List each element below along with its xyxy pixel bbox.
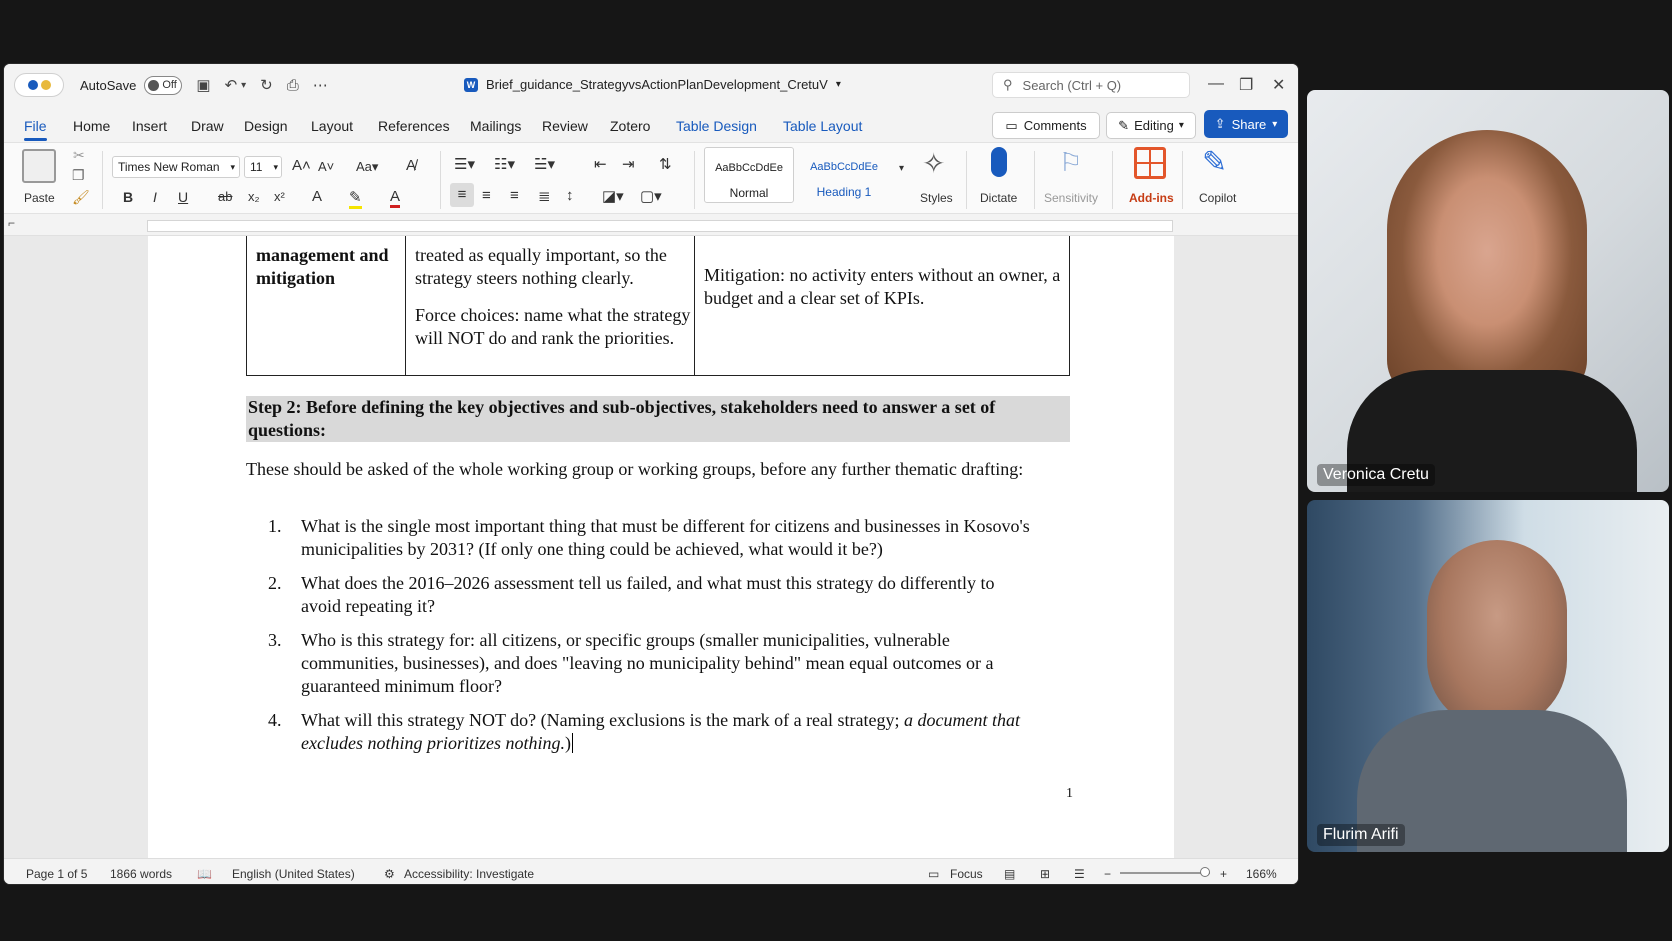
accessibility-icon: ⚙ <box>384 867 395 881</box>
participant-name: Veronica Cretu <box>1317 464 1435 486</box>
word-doc-icon: W <box>464 78 478 92</box>
list-item-text-italic: a document that excludes nothing prioritizes nothing. <box>301 710 1021 753</box>
list-number: 2. <box>268 573 282 593</box>
sensitivity-label[interactable]: Sensitivity <box>1044 191 1099 205</box>
multilevel-list-icon[interactable]: ☱▾ <box>534 156 555 173</box>
ribbon-divider <box>102 151 103 209</box>
shrink-font-icon[interactable]: A˅ <box>318 159 335 174</box>
sensitivity-icon[interactable]: ⚐ <box>1059 147 1083 177</box>
chevron-down-icon: ▾ <box>273 161 278 172</box>
search-placeholder: Search (Ctrl + Q) <box>1022 77 1122 93</box>
style-heading-preview: AaBbCcDdEe <box>810 161 878 173</box>
title-bar <box>4 64 1298 108</box>
ribbon-divider <box>1182 151 1183 209</box>
document-canvas[interactable] <box>4 236 1298 858</box>
list-item[interactable] <box>268 709 1038 755</box>
style-heading-label: Heading 1 <box>816 185 872 199</box>
list-item[interactable] <box>268 515 1038 561</box>
redo-icon[interactable]: ↻ <box>260 77 273 94</box>
style-heading-1[interactable] <box>796 147 892 203</box>
list-item[interactable] <box>268 629 1038 698</box>
intro-paragraph[interactable]: These should be asked of the whole working group or working groups, before any further thematic drafting: <box>246 459 1024 479</box>
tab-references[interactable]: References <box>378 118 450 134</box>
table-cell-paragraph: treated as equally important, so the strategy steers nothing clearly. <box>415 245 667 288</box>
borders-icon[interactable]: ▢▾ <box>640 188 662 205</box>
close-icon[interactable]: ✕ <box>1272 77 1286 94</box>
account-icon-secondary <box>41 80 51 90</box>
grow-font-icon[interactable]: A˄ <box>292 157 311 174</box>
tab-table-layout[interactable]: Table Layout <box>783 118 863 134</box>
search-icon: ⚲ <box>1003 77 1013 92</box>
justify-icon[interactable]: ≣ <box>538 188 551 205</box>
copilot-label[interactable]: Copilot <box>1199 191 1237 205</box>
print-icon[interactable]: ⎙ <box>286 76 299 94</box>
underline-icon[interactable]: U <box>178 189 189 205</box>
participant-video[interactable] <box>1307 90 1669 492</box>
toggle-knob <box>148 80 159 91</box>
page-number: 1 <box>1066 786 1073 801</box>
document-title[interactable] <box>464 77 841 92</box>
ribbon-home <box>4 142 1298 214</box>
search-box[interactable] <box>992 72 1190 98</box>
zoom-slider-thumb[interactable] <box>1200 867 1210 877</box>
copy-icon[interactable]: ❐ <box>72 167 85 183</box>
style-normal-preview: AaBbCcDdEe <box>715 162 783 174</box>
language-status[interactable]: English (United States) <box>232 867 355 881</box>
participant-video[interactable] <box>1307 500 1669 852</box>
paste-icon[interactable] <box>22 149 56 183</box>
styles-label[interactable]: Styles <box>920 191 953 205</box>
share-icon: ⇪ <box>1214 116 1226 131</box>
text-cursor <box>572 733 573 753</box>
ribbon-divider <box>1034 151 1035 209</box>
align-left-icon[interactable]: ≡ <box>450 183 474 207</box>
chevron-down-icon: ▾ <box>835 79 841 90</box>
font-size-select[interactable] <box>244 156 282 178</box>
tab-table-design[interactable]: Table Design <box>676 118 757 134</box>
line-spacing-icon[interactable]: ↕ <box>566 187 574 204</box>
account-switcher[interactable] <box>14 73 64 97</box>
accessibility-status[interactable]: Accessibility: Investigate <box>404 867 535 881</box>
tab-review[interactable]: Review <box>542 118 588 134</box>
highlight-icon[interactable]: ✎ <box>349 188 362 209</box>
font-name-value: Times New Roman <box>118 160 220 174</box>
strikethrough-icon[interactable]: ab <box>218 189 233 204</box>
style-normal[interactable] <box>704 147 794 203</box>
word-count[interactable]: 1866 words <box>110 867 173 881</box>
bullets-icon[interactable]: ☰▾ <box>454 156 475 173</box>
paste-label[interactable]: Paste <box>24 191 55 205</box>
table-cell[interactable]: Mitigation: no activity enters without an owner, a budget and a clear set of KPIs. <box>704 265 1061 308</box>
italic-icon[interactable]: I <box>153 189 157 205</box>
list-item-text-regular: What will this strategy NOT do? (Naming exclusions is the mark of a real strategy; <box>301 710 905 730</box>
chevron-down-icon: ▾ <box>1178 120 1184 131</box>
autosave-toggle[interactable] <box>144 76 182 95</box>
word-window <box>3 63 1299 885</box>
subscript-icon[interactable]: x₂ <box>248 189 260 204</box>
align-center-icon[interactable]: ≡ <box>482 187 491 204</box>
shading-icon[interactable]: ◪▾ <box>602 188 624 205</box>
list-number: 3. <box>268 630 282 650</box>
autosave-state: Off <box>162 79 177 91</box>
zoom-out-icon[interactable]: − <box>1104 867 1112 881</box>
table-cell[interactable] <box>406 236 695 375</box>
web-layout-icon[interactable]: ⊞ <box>1040 867 1051 881</box>
page-count[interactable]: Page 1 of 5 <box>26 867 88 881</box>
change-case-icon[interactable]: Aa▾ <box>356 159 379 174</box>
print-layout-icon[interactable]: ▤ <box>1004 867 1016 881</box>
styles-gallery-more-icon[interactable]: ▾ <box>899 163 905 174</box>
ribbon-divider <box>966 151 967 209</box>
participant-figure <box>1427 540 1567 730</box>
share-label: Share <box>1231 116 1267 132</box>
horizontal-ruler[interactable] <box>4 214 1298 236</box>
ribbon-divider <box>1112 151 1113 209</box>
comments-label: Comments <box>1023 118 1087 133</box>
sort-icon[interactable]: ⇅ <box>659 156 672 173</box>
undo-dropdown-icon[interactable]: ▾ <box>241 79 247 91</box>
superscript-icon[interactable]: x² <box>274 189 285 204</box>
microphone-icon[interactable] <box>991 147 1007 177</box>
list-item-text-tail: ) <box>564 733 571 753</box>
pencil-icon: ✎ <box>1118 117 1130 133</box>
document-page[interactable] <box>148 236 1174 858</box>
list-item-text <box>301 709 1038 755</box>
tab-mailings[interactable]: Mailings <box>470 118 522 134</box>
bold-icon[interactable]: B <box>123 189 134 205</box>
focus-icon: ▭ <box>928 867 940 881</box>
ribbon-divider <box>440 151 441 209</box>
clear-formatting-icon[interactable]: A̸ <box>406 157 417 174</box>
list-item[interactable] <box>268 572 1038 618</box>
status-bar <box>4 858 1298 885</box>
zoom-in-icon[interactable]: + <box>1220 867 1228 881</box>
table-cell[interactable]: management and mitigation <box>247 236 406 375</box>
align-right-icon[interactable]: ≡ <box>510 187 519 204</box>
participant-name: Flurim Arifi <box>1317 824 1405 846</box>
participant-figure <box>1387 130 1587 400</box>
editing-label: Editing <box>1134 118 1174 133</box>
tab-home[interactable]: Home <box>73 118 111 134</box>
tab-design[interactable]: Design <box>244 118 288 134</box>
more-icon[interactable]: ⋯ <box>312 77 328 94</box>
document-table[interactable] <box>246 236 1070 376</box>
zoom-slider[interactable] <box>1120 872 1210 874</box>
font-name-select[interactable] <box>112 156 240 178</box>
list-number: 1. <box>268 516 282 536</box>
tab-draw[interactable]: Draw <box>191 118 224 134</box>
list-item-text: What is the single most important thing that must be different for citizens and businesses in Kosovo's municipalities by 2031? (If only one thing could be achieved, what would it be?) <box>301 516 1030 559</box>
cut-icon[interactable]: ✂ <box>73 147 85 163</box>
text-effects-icon[interactable]: A <box>312 188 323 205</box>
styles-pane-icon[interactable]: ✧ <box>922 148 946 179</box>
comments-button[interactable] <box>992 112 1100 139</box>
dictate-label[interactable]: Dictate <box>980 191 1018 205</box>
zoom-level[interactable]: 166% <box>1246 867 1277 881</box>
share-button[interactable] <box>1204 110 1288 138</box>
tab-file[interactable]: File <box>24 118 47 134</box>
table-cell-paragraph: Force choices: name what the strategy will NOT do and rank the priorities. <box>415 305 691 348</box>
proofing-icon[interactable]: 📖 <box>197 867 212 881</box>
undo-icon[interactable]: ↶ <box>224 77 238 94</box>
chevron-down-icon: ▾ <box>230 161 235 172</box>
read-mode-icon[interactable]: ☰ <box>1074 867 1085 881</box>
font-size-value: 11 <box>250 160 263 174</box>
ribbon-divider <box>694 151 695 209</box>
step-heading[interactable]: Step 2: Before defining the key objectives and sub-objectives, stakeholders need to answer a set of questions: <box>246 396 1070 442</box>
decrease-indent-icon[interactable]: ⇤ <box>594 156 607 173</box>
tab-layout[interactable]: Layout <box>311 118 354 134</box>
format-painter-icon[interactable]: 🖌 <box>72 189 90 205</box>
save-icon[interactable]: ▣ <box>196 77 211 94</box>
add-ins-icon[interactable] <box>1134 147 1166 179</box>
add-ins-label[interactable]: Add-ins <box>1129 191 1174 205</box>
comment-icon: ▭ <box>1005 117 1018 133</box>
document-title-text: Brief_guidance_StrategyvsActionPlanDevelopment_CretuV <box>486 77 828 92</box>
numbering-icon[interactable]: ☷▾ <box>494 156 515 173</box>
copilot-icon[interactable]: ✎ <box>1202 146 1228 179</box>
list-number: 4. <box>268 710 282 730</box>
chevron-down-icon: ▾ <box>1272 118 1278 130</box>
minimize-icon[interactable]: — <box>1208 75 1224 92</box>
restore-icon[interactable]: ❐ <box>1239 77 1254 94</box>
list-item-text: What does the 2016–2026 assessment tell us failed, and what must this strategy do differently to avoid repeating it? <box>301 573 995 616</box>
ruler-band <box>147 220 1173 232</box>
style-normal-label: Normal <box>729 186 769 200</box>
font-color-icon[interactable]: A <box>390 188 400 208</box>
tab-zotero[interactable]: Zotero <box>610 118 651 134</box>
list-item-text: Who is this strategy for: all citizens, or specific groups (smaller municipalities, vulnerable communities, businesses), and does "leaving no municipality behind" mean equal outcomes or a guaranteed minimum floor? <box>301 630 994 696</box>
editing-mode-button[interactable] <box>1106 112 1196 139</box>
focus-button[interactable]: Focus <box>950 867 983 881</box>
tab-insert[interactable]: Insert <box>132 118 168 134</box>
increase-indent-icon[interactable]: ⇥ <box>622 156 635 173</box>
autosave-label: AutoSave <box>80 77 137 93</box>
tab-stop-icon[interactable]: ⌐ <box>8 216 16 230</box>
ribbon-tabs <box>4 108 1298 142</box>
account-icon <box>28 80 38 90</box>
